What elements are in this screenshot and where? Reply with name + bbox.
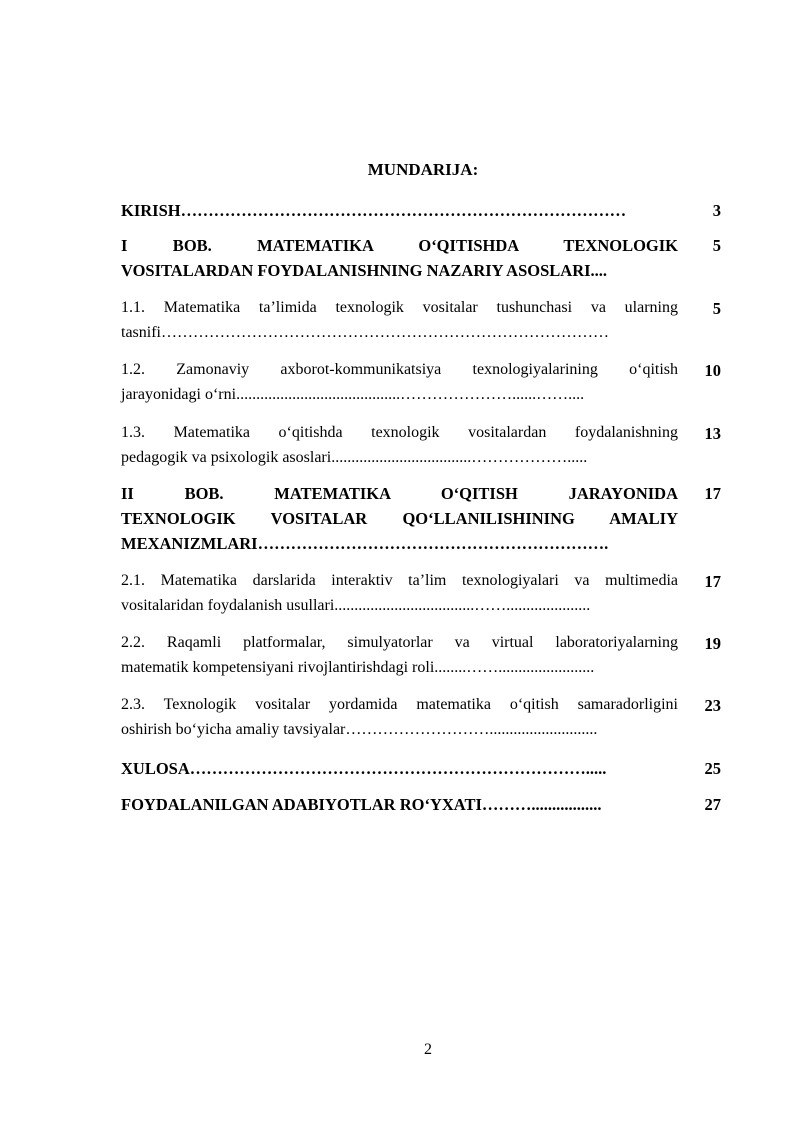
toc-entry-line: 1.1. Matematika ta’limida texnologik vositalar tushunchasi va ularning [121,299,678,316]
toc-entry-line: matematik kompetensiyani rivojlantirishdagi roli........……........................ [121,658,595,676]
toc-entry-text [121,756,678,781]
toc-entry-line: 2.1. Matematika darslarida interaktiv ta’lim texnologiyalari va multimedia [121,572,678,589]
toc-entry-page: 5 [712,236,721,255]
toc-entry-text [121,481,678,556]
toc-entry-line: FOYDALANILGAN ADABIYOTLAR RO‘YXATI………................. [121,795,602,814]
toc-entry-page: 19 [704,634,721,653]
toc-entry-page: 13 [704,424,721,443]
toc-entry-line: KIRISH……………………………………………………………………… [121,201,627,220]
toc-entry-text [121,792,678,817]
toc-entry-text [121,631,678,680]
toc-entry-line: MEXANIZMLARI………………………………………………………. [121,534,609,553]
toc-entry-line: oshirish bo‘yicha amaliy tavsiyalar………………………........................... [121,720,598,738]
toc-entry-line: jarayonidagi o‘rni.........................................…………………......…….... [121,385,585,403]
page-number: 2 [424,1041,432,1058]
toc-entry-line: vositalaridan foydalanish usullari...................................……..................... [121,596,591,614]
toc-entry-text [121,198,678,223]
toc-entry-text [121,693,678,742]
toc-entry-line: VOSITALARDAN FOYDALANISHNING NAZARIY ASOSLARI.... [121,261,608,280]
toc-entry-page: 17 [704,572,721,591]
toc-entry-line: 1.3. Matematika o‘qitishda texnologik vositalardan foydalanishning [121,424,678,441]
toc-entry-text [121,421,678,470]
toc-entry-page: 27 [704,795,721,814]
toc-entry-line: 1.2. Zamonaviy axborot-kommunikatsiya texnologiyalarining o‘qitish [121,361,678,378]
toc-entry-line: TEXNOLOGIK VOSITALAR QO‘LLANILISHINING AMALIY [121,509,678,528]
toc-entry-line: XULOSA………………………………………………………………..... [121,759,607,778]
toc-entry-line: II BOB. MATEMATIKA O‘QITISH JARAYONIDA [121,484,678,503]
toc-entry-text [121,296,678,345]
toc-entry-text [121,233,678,283]
toc-entry-line: pedagogik va psixologik asoslari...................................………………..... [121,448,588,466]
page-title: MUNDARIJA: [367,160,479,179]
toc-entry-text [121,569,678,618]
toc-entry-page: 10 [704,361,721,380]
toc-entry-line: 2.3. Texnologik vositalar yordamida matematika o‘qitish samaradorligini [121,696,678,713]
toc-entry-line: I BOB. MATEMATIKA O‘QITISHDA TEXNOLOGIK [121,236,678,255]
toc-entry-text [121,358,678,407]
toc-entry-page: 5 [712,299,721,318]
toc-entry-page: 23 [704,696,721,715]
toc-entry-line: 2.2. Raqamli platformalar, simulyatorlar va virtual laboratoriyalarning [121,634,678,651]
toc-entry-page: 25 [704,759,721,778]
toc-entry-page: 3 [712,201,721,220]
toc-entry-page: 17 [704,484,721,503]
toc-entry-line: tasnifi………………………………………………………………………… [121,323,609,341]
